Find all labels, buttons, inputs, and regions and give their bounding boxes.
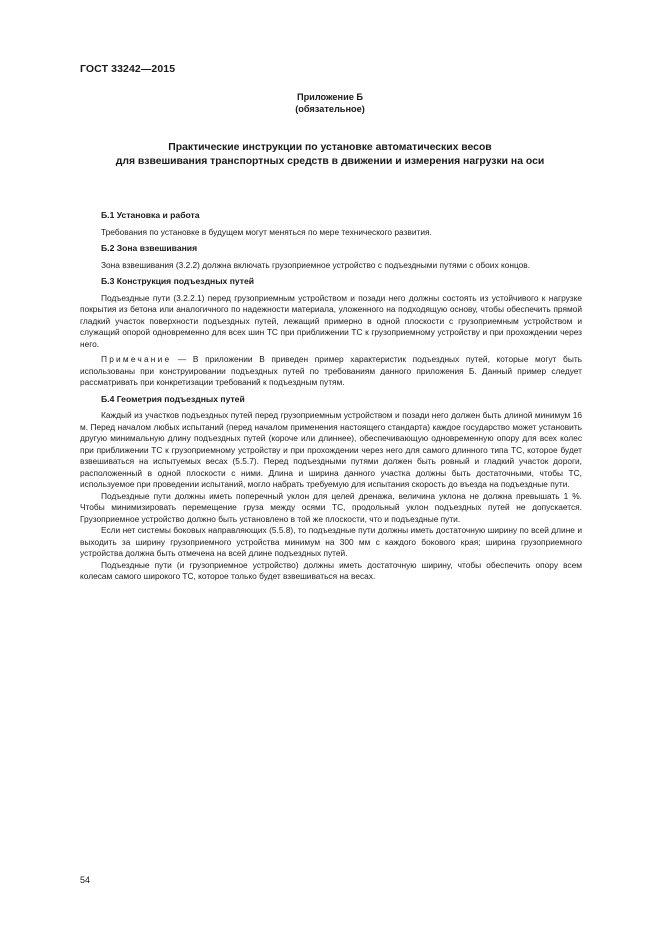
note-text: — В приложении В приведен пример характеристик подъездных путей, которые могут быть использованы при конструировании подъездных путей по требованиям данного приложения Б. Данный пример следует рассматривать при конкретизации требований к подъездным путям. [80,354,582,387]
paragraph: Подъездные пути (и грузоприемное устройство) должны иметь достаточную ширину, чтобы обеспечить опору всем колесам самого широкого ТС, которое только будет взвешиваться на весах. [80,559,582,581]
section-b1 [80,210,582,238]
paragraph: Подъездные пути должны иметь поперечный уклон для целей дренажа, величина уклона не должна превышать 1 %. Чтобы минимизировать перемещение груза между осями ТС, продольный уклон подъездных путей не допускается. Грузоприемное устройство должно быть установлено в той же плоскости, что и подъездные пути. [80,490,582,524]
paragraph: Подъездные пути (3.2.2.1) перед грузоприемным устройством и позади него должны состоять из устойчивого к нагрузке покрытия из бетона или аналогичного по надежности материала, уложенного на подходящую основу, чтобы обеспечить прямой гладкий участок поверхности подъездных путей, лежащий примерно в одной плоскости с грузоприемным устройством и служащий опорой одновременно для всех шин ТС при приближении ТС к грузоприемному устройству и при прохождении через него. [80,292,582,349]
section-title: Б.1 Установка и работа [101,210,200,220]
section-title: Б.4 Геометрия подъездных путей [101,393,245,404]
section-b2 [80,243,582,271]
annex-label: Приложение Б [296,92,364,102]
paragraph: Требования по установке в будущем могут меняться по мере технического развития. [101,226,432,237]
document-code: ГОСТ 33242—2015 [80,63,176,75]
section-b3 [80,276,582,389]
section-title: Б.2 Зона взвешивания [101,243,198,253]
document-body [80,210,582,583]
annex-title-line-2: для взвешивания транспортных средств в движении и измерения нагрузки на оси [115,155,545,167]
annex-heading [80,91,580,115]
paragraph: Зона взвешивания (3.2.2) должна включать грузоприемное устройство с подъездными путями с обоих концов. [101,259,531,270]
annex-title [70,141,590,168]
section-b4 [80,394,582,583]
annex-status: (обязательное) [295,104,365,114]
note [80,354,582,389]
paragraph: Каждый из участков подъездных путей перед грузоприемным устройством и позади него должен быть длиной минимум 16 м. Перед началом любых испытаний (перед началом применения настоящего стандарта) каждое государство может установить другую минимальную длину подъездных путей (короче или длиннее), обеспечивающую одновременную опору для всех колес при приближении ТС к грузоприемному устройству и при прохождении через него для самого длинного типа ТС, которое будет взвешиваться на испытуемых весах (5.5.7). Перед подъездными путями должен быть ровный и гладкий участок дороги, расположенный в одной плоскости с ними. Длина и ширина данного участка должны быть достаточными, чтобы ТС, используемое при проведении испытаний, могло набрать требуемую для испытания скорость до въезда на подъездные пути. [80,410,582,489]
page-number: 54 [80,875,91,885]
note-label: Примечание [101,354,172,364]
annex-title-line-1: Практические инструкции по установке автоматических весов [168,142,492,153]
paragraph: Если нет системы боковых направляющих (5.5.8), то подъездные пути должны иметь достаточную ширину по всей длине и выходить за ширину грузоприемного устройства минимум на 300 мм с каждого бокового края; ширина грузоприемного устройства должна быть отмечена на всей длине подъездных путей. [80,525,582,558]
section-title: Б.3 Конструкция подъездных путей [101,276,255,286]
